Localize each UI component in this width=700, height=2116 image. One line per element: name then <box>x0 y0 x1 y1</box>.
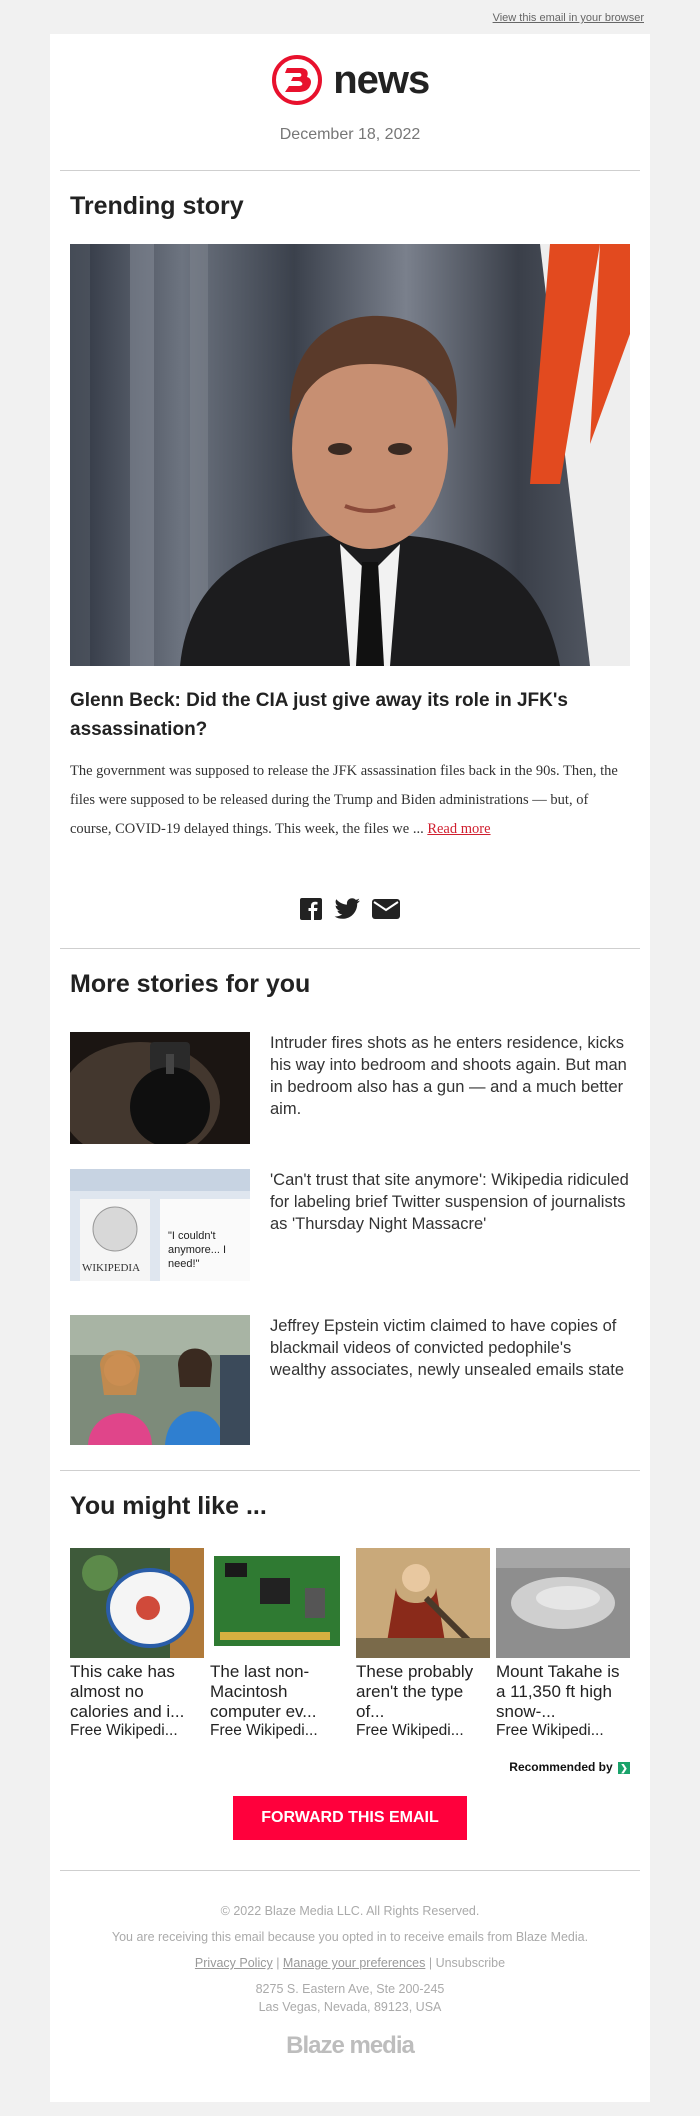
facebook-icon[interactable] <box>300 898 322 925</box>
issue-date: December 18, 2022 <box>279 126 421 143</box>
trending-heading: Trending story <box>70 192 244 220</box>
divider <box>60 1870 640 1871</box>
unsubscribe-link[interactable]: Unsubscribe <box>435 1956 506 1970</box>
story-title[interactable]: 'Can't trust that site anymore': Wikipedia ridiculed for labeling brief Twitter suspension of journalists as 'Thursday Night Massacre' <box>270 1171 629 1233</box>
recommendation-image[interactable] <box>496 1548 630 1658</box>
forward-email-button[interactable]: FORWARD THIS EMAIL <box>233 1796 467 1840</box>
recommendation-card[interactable] <box>210 1548 344 1740</box>
recommendation-source: Free Wikipedi... <box>70 1722 178 1739</box>
top-bar <box>0 0 700 34</box>
recommender-logo-icon: ❯ <box>618 1762 630 1774</box>
recommendation-card[interactable] <box>70 1548 204 1740</box>
footer-address-line2: Las Vegas, Nevada, 89123, USA <box>258 2000 442 2014</box>
footer-copyright: © 2022 Blaze Media LLC. All Rights Reserved. <box>220 1904 480 1918</box>
divider <box>60 1470 640 1471</box>
svg-text:need!": need!" <box>168 1258 200 1270</box>
recommendation-card[interactable] <box>496 1548 630 1740</box>
brand-logo[interactable] <box>50 54 650 110</box>
story-thumbnail[interactable] <box>70 1169 250 1281</box>
recommendation-source: Free Wikipedi... <box>496 1722 604 1739</box>
share-bar <box>50 898 650 925</box>
recommendation-image[interactable] <box>70 1548 204 1658</box>
trending-story-image[interactable] <box>70 244 630 666</box>
svg-text:"I couldn't: "I couldn't <box>168 1230 216 1242</box>
story-thumbnail[interactable] <box>70 1315 250 1445</box>
divider <box>60 170 640 171</box>
recommended-by-label: Recommended by <box>509 1760 613 1774</box>
email-card <box>50 34 650 2102</box>
excerpt-text: The government was supposed to release the JFK assassination files back in the 90s. Then, the files were supposed to be released during the Trump and Biden administrations — but, of course, COVID-19 delayed things. This week, the files we ... <box>70 763 618 837</box>
recommendation-title[interactable]: These probably aren't the type of... <box>356 1662 474 1721</box>
recommendation-image[interactable] <box>356 1548 490 1658</box>
recommendation-title[interactable]: The last non-Macintosh computer ev... <box>210 1662 317 1721</box>
story-title[interactable]: Jeffrey Epstein victim claimed to have copies of blackmail videos of convicted pedophile's wealthy associates, newly unsealed emails state <box>270 1317 625 1379</box>
manage-preferences-link[interactable]: Manage your preferences <box>282 1956 426 1970</box>
read-more-link[interactable]: Read more <box>427 821 491 837</box>
recommendation-title[interactable]: Mount Takahe is a 11,350 ft high snow-... <box>496 1662 620 1721</box>
more-stories-heading: More stories for you <box>70 970 311 998</box>
footer-address-line1: 8275 S. Eastern Ave, Ste 200-245 <box>255 1982 445 1996</box>
blaze-logo-icon <box>271 54 323 106</box>
footer-notice: You are receiving this email because you opted in to receive emails from Blaze Media. <box>111 1930 589 1944</box>
story-thumbnail[interactable] <box>70 1032 250 1144</box>
view-in-browser-link[interactable]: View this email in your browser <box>492 12 644 24</box>
trending-excerpt <box>70 757 630 844</box>
recommendation-title[interactable]: This cake has almost no calories and i... <box>70 1662 185 1721</box>
portrait-photo <box>70 244 630 666</box>
svg-text:WIKIPEDIA: WIKIPEDIA <box>82 1262 141 1274</box>
twitter-icon[interactable] <box>334 898 360 925</box>
recommendation-source: Free Wikipedi... <box>356 1722 464 1739</box>
brand-word: news <box>333 57 430 102</box>
recommendation-source: Free Wikipedi... <box>210 1722 318 1739</box>
recommended-by[interactable] <box>509 1760 630 1774</box>
footer-links: Privacy Policy | Manage your preferences | Unsubscribe <box>194 1956 506 1970</box>
recommendation-card[interactable] <box>356 1548 490 1740</box>
privacy-policy-link[interactable]: Privacy Policy <box>194 1956 273 1970</box>
recommendation-image[interactable] <box>210 1548 344 1658</box>
svg-text:anymore... I: anymore... I <box>168 1244 227 1256</box>
story-title[interactable]: Intruder fires shots as he enters residence, kicks his way into bedroom and shoots again. But man in bedroom also has a gun — and a much better aim. <box>270 1034 627 1118</box>
email-icon[interactable] <box>372 898 400 925</box>
trending-headline[interactable]: Glenn Beck: Did the CIA just give away its role in JFK's assassination? <box>70 690 568 740</box>
you-might-like-heading: You might like ... <box>70 1492 267 1520</box>
divider <box>60 948 640 949</box>
footer-logo[interactable]: Blaze media <box>286 2032 414 2059</box>
